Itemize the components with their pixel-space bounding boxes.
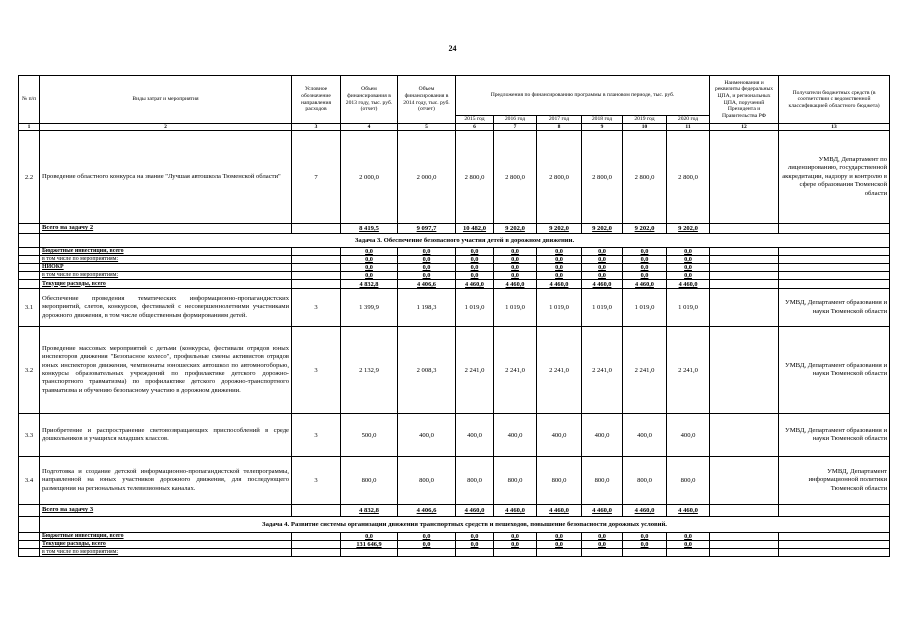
amount-cell — [341, 549, 398, 557]
requisites-cell — [710, 272, 779, 280]
row-index — [19, 264, 40, 272]
requisites-cell — [710, 256, 779, 264]
recipient-cell: УМВД, Департамент образования и науки Тюменской области — [779, 289, 890, 327]
header-types: Виды затрат и мероприятия — [40, 76, 292, 124]
year-cell: 2016 год — [494, 116, 537, 124]
amount-cell: 4 460,0 — [494, 505, 537, 517]
amount-cell: 4 460,0 — [623, 280, 667, 289]
financing-table — [18, 75, 890, 557]
measure-row — [19, 289, 890, 327]
recipient-cell — [779, 224, 890, 234]
column-number: 6 — [456, 124, 494, 131]
row-index — [19, 248, 40, 256]
direction-code — [292, 224, 341, 234]
recipient-cell — [779, 541, 890, 549]
measure-row — [19, 131, 890, 224]
task-heading-row — [19, 517, 890, 533]
amount-cell: 4 460,0 — [494, 280, 537, 289]
amount-cell: 0,0 — [456, 272, 494, 280]
amount-cell: 2 241,0 — [456, 327, 494, 414]
row-index — [19, 533, 40, 541]
direction-code — [292, 248, 341, 256]
amount-cell — [537, 549, 582, 557]
amount-cell: 9 202,0 — [494, 224, 537, 234]
row-index-cell — [19, 517, 40, 533]
amount-cell: 2 800,0 — [537, 131, 582, 224]
year-cell: 2017 год — [537, 116, 582, 124]
recipient-cell: УМВД, Департамент образования и науки Тюменской области — [779, 327, 890, 414]
amount-cell: 2 132,9 — [341, 327, 398, 414]
direction-code: 3 — [292, 289, 341, 327]
column-number: 3 — [292, 124, 341, 131]
amount-cell: 8 419,5 — [341, 224, 398, 234]
year-cell: 2020 год — [667, 116, 710, 124]
row-index — [19, 541, 40, 549]
column-number-row — [19, 124, 890, 131]
amount-cell: 4 460,0 — [667, 280, 710, 289]
amount-cell: 2 241,0 — [667, 327, 710, 414]
task-total-row — [19, 224, 890, 234]
amount-cell: 131 646,9 — [341, 541, 398, 549]
row-label: в том числе по мероприятиям: — [40, 256, 292, 264]
amount-cell: 0,0 — [537, 541, 582, 549]
amount-cell: 0,0 — [341, 272, 398, 280]
measure-row — [19, 327, 890, 414]
recipient-cell — [779, 248, 890, 256]
amount-cell: 800,0 — [623, 457, 667, 505]
amount-cell: 4 460,0 — [582, 280, 623, 289]
amount-cell: 800,0 — [667, 457, 710, 505]
amount-cell: 800,0 — [341, 457, 398, 505]
amount-cell: 4 832,8 — [341, 280, 398, 289]
amount-cell: 0,0 — [582, 264, 623, 272]
amount-cell: 400,0 — [398, 414, 456, 457]
subtotal-row — [19, 256, 890, 264]
amount-cell: 1 019,0 — [582, 289, 623, 327]
amount-cell: 800,0 — [398, 457, 456, 505]
amount-cell: 2 241,0 — [623, 327, 667, 414]
measure-description: Приобретение и распространение световозвращающих приспособлений в среде дошкольников и учащихся младших классов. — [40, 414, 292, 457]
measure-description: Проведение областного конкурса на звание "Лучшая автошкола Тюменской области" — [40, 131, 292, 224]
subtotal-row — [19, 248, 890, 256]
amount-cell: 2 000,0 — [398, 131, 456, 224]
recipient-cell: УМВД, Департамент по лицензированию, государственной аккредитации, надзору и контролю в сфере образования Тюменской области — [779, 131, 890, 224]
amount-cell: 0,0 — [667, 264, 710, 272]
requisites-cell — [710, 457, 779, 505]
amount-cell: 800,0 — [494, 457, 537, 505]
amount-cell: 0,0 — [667, 256, 710, 264]
amount-cell: 0,0 — [456, 533, 494, 541]
row-index: 3.1 — [19, 289, 40, 327]
subtotal-row — [19, 533, 890, 541]
year-cell: 2018 год — [582, 116, 623, 124]
amount-cell — [398, 549, 456, 557]
amount-cell: 4 460,0 — [623, 505, 667, 517]
amount-cell: 0,0 — [456, 248, 494, 256]
requisites-cell — [710, 264, 779, 272]
measure-description: Подготовка и создание детской информационно-пропагандистской телепрограммы, направленной на юных участников дорожного движения, для последующего размещения на региональных телевизионных каналах. — [40, 457, 292, 505]
column-number: 2 — [40, 124, 292, 131]
amount-cell: 0,0 — [582, 248, 623, 256]
row-index: 3.4 — [19, 457, 40, 505]
subtotal-row — [19, 280, 890, 289]
amount-cell: 1 019,0 — [494, 289, 537, 327]
task-heading: Задача 3. Обеспечение безопасного участия детей в дорожном движении. — [40, 234, 890, 248]
recipient-cell: УМВД, Департамент информационной политики Тюменской области — [779, 457, 890, 505]
amount-cell: 2 000,0 — [341, 131, 398, 224]
amount-cell: 0,0 — [494, 248, 537, 256]
requisites-cell — [710, 224, 779, 234]
year-cell: 2019 год — [623, 116, 667, 124]
amount-cell: 2 008,3 — [398, 327, 456, 414]
amount-cell: 0,0 — [456, 256, 494, 264]
amount-cell: 0,0 — [494, 533, 537, 541]
recipient-cell — [779, 549, 890, 557]
amount-cell: 2 800,0 — [667, 131, 710, 224]
recipient-cell — [779, 280, 890, 289]
amount-cell: 0,0 — [623, 264, 667, 272]
amount-cell: 9 202,0 — [537, 224, 582, 234]
amount-cell: 0,0 — [398, 256, 456, 264]
amount-cell: 4 460,0 — [582, 505, 623, 517]
column-number: 5 — [398, 124, 456, 131]
row-index: 3.2 — [19, 327, 40, 414]
header-code: Условное обозначение направления расходов — [292, 76, 341, 124]
amount-cell: 4 406,6 — [398, 505, 456, 517]
row-index — [19, 549, 40, 557]
amount-cell: 0,0 — [623, 256, 667, 264]
amount-cell: 0,0 — [582, 533, 623, 541]
amount-cell: 1 019,0 — [667, 289, 710, 327]
amount-cell: 9 097,7 — [398, 224, 456, 234]
amount-cell: 0,0 — [341, 264, 398, 272]
task-heading-row — [19, 234, 890, 248]
amount-cell: 2 241,0 — [537, 327, 582, 414]
row-label: в том числе по мероприятиям: — [40, 549, 292, 557]
amount-cell: 2 241,0 — [582, 327, 623, 414]
amount-cell: 0,0 — [398, 248, 456, 256]
amount-cell: 0,0 — [537, 264, 582, 272]
row-label: Текущие расходы, всего — [40, 280, 292, 289]
amount-cell: 400,0 — [623, 414, 667, 457]
row-index — [19, 224, 40, 234]
amount-cell: 0,0 — [398, 541, 456, 549]
column-number: 9 — [582, 124, 623, 131]
amount-cell — [456, 549, 494, 557]
recipient-cell — [779, 272, 890, 280]
column-number: 7 — [494, 124, 537, 131]
direction-code — [292, 541, 341, 549]
amount-cell: 0,0 — [623, 272, 667, 280]
amount-cell: 0,0 — [667, 272, 710, 280]
measure-row — [19, 457, 890, 505]
row-label: Всего на задачу 2 — [40, 224, 292, 234]
subtotal-row — [19, 264, 890, 272]
requisites-cell — [710, 533, 779, 541]
amount-cell: 1 019,0 — [623, 289, 667, 327]
recipient-cell: УМВД, Департамент образования и науки Тюменской области — [779, 414, 890, 457]
row-index — [19, 272, 40, 280]
amount-cell: 2 800,0 — [494, 131, 537, 224]
amount-cell — [582, 549, 623, 557]
header-vol2014: Объем финансирования в 2014 году, тыс. руб. (отчет) — [398, 76, 456, 124]
column-number: 13 — [779, 124, 890, 131]
amount-cell: 0,0 — [667, 533, 710, 541]
header-vol2013: Объем финансирования в 2013 году, тыс. руб. (отчет) — [341, 76, 398, 124]
direction-code — [292, 256, 341, 264]
requisites-cell — [710, 414, 779, 457]
direction-code — [292, 280, 341, 289]
amount-cell: 0,0 — [398, 272, 456, 280]
row-index: 3.3 — [19, 414, 40, 457]
amount-cell: 400,0 — [667, 414, 710, 457]
requisites-cell — [710, 327, 779, 414]
amount-cell: 400,0 — [494, 414, 537, 457]
direction-code — [292, 272, 341, 280]
recipient-cell — [779, 533, 890, 541]
requisites-cell — [710, 541, 779, 549]
amount-cell: 2 800,0 — [582, 131, 623, 224]
column-number: 11 — [667, 124, 710, 131]
amount-cell — [494, 549, 537, 557]
amount-cell: 4 406,6 — [398, 280, 456, 289]
amount-cell: 4 460,0 — [667, 505, 710, 517]
direction-code: 3 — [292, 414, 341, 457]
header-plan: Предложения по финансированию программы в плановом периоде, тыс. руб. — [456, 76, 710, 116]
header-requisites: Наименования и реквизиты федеральных ЦПА, и региональных ЦПА, поручений Президента и Правительства РФ — [710, 76, 779, 124]
column-number: 4 — [341, 124, 398, 131]
table-header — [19, 76, 890, 124]
requisites-cell — [710, 549, 779, 557]
recipient-cell — [779, 505, 890, 517]
amount-cell: 0,0 — [582, 256, 623, 264]
amount-cell: 0,0 — [494, 541, 537, 549]
amount-cell: 1 198,3 — [398, 289, 456, 327]
amount-cell: 4 460,0 — [537, 280, 582, 289]
measure-row — [19, 414, 890, 457]
amount-cell — [623, 549, 667, 557]
column-number: 8 — [537, 124, 582, 131]
direction-code: 3 — [292, 327, 341, 414]
amount-cell: 0,0 — [398, 533, 456, 541]
amount-cell: 500,0 — [341, 414, 398, 457]
amount-cell: 400,0 — [456, 414, 494, 457]
requisites-cell — [710, 280, 779, 289]
amount-cell: 0,0 — [667, 248, 710, 256]
amount-cell: 10 482,0 — [456, 224, 494, 234]
amount-cell: 9 202,0 — [667, 224, 710, 234]
task-heading: Задача 4. Развитие системы организации движения транспортных средств и пешеходов, повышение безопасности дорожных условий. — [40, 517, 890, 533]
column-number: 12 — [710, 124, 779, 131]
direction-code: 3 — [292, 457, 341, 505]
amount-cell: 4 460,0 — [456, 280, 494, 289]
subtotal-row — [19, 272, 890, 280]
amount-cell: 0,0 — [341, 248, 398, 256]
requisites-cell — [710, 131, 779, 224]
column-number: 1 — [19, 124, 40, 131]
amount-cell: 4 460,0 — [456, 505, 494, 517]
amount-cell — [667, 549, 710, 557]
amount-cell: 0,0 — [582, 272, 623, 280]
measure-description: Проведение массовых мероприятий с детьми (конкурсы, фестивали отрядов юных инспекторов движения "Безопасное колесо", профильные смены активистов отрядов юных инспекторов движения, чемпионаты юношеских автошкол по автомногоборью, конкурсы образовательных учреждений по профилактике детского дорожно-транспортного травматизма) по профилактике детского дорожно-транспортного травматизма и обучению безопасному участию в дорожном движении. — [40, 327, 292, 414]
amount-cell: 0,0 — [456, 264, 494, 272]
measure-description: Обеспечение проведения тематических информационно-пропагандистских мероприятий, слетов, конкурсов, фестивалей с несовершеннолетними участниками дорожного движения, в том числе общественным формированиям детей. — [40, 289, 292, 327]
direction-code: 7 — [292, 131, 341, 224]
amount-cell: 800,0 — [537, 457, 582, 505]
amount-cell: 0,0 — [537, 256, 582, 264]
amount-cell: 2 800,0 — [456, 131, 494, 224]
amount-cell: 4 832,8 — [341, 505, 398, 517]
direction-code — [292, 533, 341, 541]
amount-cell: 0,0 — [494, 256, 537, 264]
amount-cell: 0,0 — [582, 541, 623, 549]
row-label: в том числе по мероприятиям: — [40, 272, 292, 280]
requisites-cell — [710, 248, 779, 256]
amount-cell: 0,0 — [667, 541, 710, 549]
amount-cell: 4 460,0 — [537, 505, 582, 517]
amount-cell: 0,0 — [398, 264, 456, 272]
direction-code — [292, 549, 341, 557]
row-index: 2.2 — [19, 131, 40, 224]
amount-cell: 0,0 — [623, 533, 667, 541]
amount-cell: 9 202,0 — [623, 224, 667, 234]
amount-cell: 2 241,0 — [494, 327, 537, 414]
amount-cell: 0,0 — [494, 264, 537, 272]
amount-cell: 0,0 — [623, 248, 667, 256]
row-label: НИОКР — [40, 264, 292, 272]
row-label: Всего на задачу 3 — [40, 505, 292, 517]
amount-cell: 800,0 — [582, 457, 623, 505]
task-total-row — [19, 505, 890, 517]
amount-cell: 0,0 — [341, 256, 398, 264]
row-index — [19, 505, 40, 517]
subtotal-row — [19, 549, 890, 557]
recipient-cell — [779, 256, 890, 264]
amount-cell: 0,0 — [494, 272, 537, 280]
header-recipient: Получатели бюджетных средств (в соответствии с ведомственной классификацией областного бюджета) — [779, 76, 890, 124]
subtotal-row — [19, 541, 890, 549]
amount-cell: 9 202,0 — [582, 224, 623, 234]
row-label: Бюджетные инвестиции, всего — [40, 533, 292, 541]
amount-cell: 0,0 — [623, 541, 667, 549]
amount-cell: 0,0 — [537, 248, 582, 256]
amount-cell: 400,0 — [537, 414, 582, 457]
row-label: Текущие расходы, всего — [40, 541, 292, 549]
amount-cell: 0,0 — [456, 541, 494, 549]
row-index — [19, 280, 40, 289]
row-index — [19, 256, 40, 264]
column-number: 10 — [623, 124, 667, 131]
row-index-cell — [19, 234, 40, 248]
year-cell: 2015 год — [456, 116, 494, 124]
direction-code — [292, 264, 341, 272]
amount-cell: 800,0 — [456, 457, 494, 505]
amount-cell: 400,0 — [582, 414, 623, 457]
amount-cell: 1 019,0 — [456, 289, 494, 327]
requisites-cell — [710, 289, 779, 327]
requisites-cell — [710, 505, 779, 517]
table-body — [19, 124, 890, 557]
amount-cell: 2 800,0 — [623, 131, 667, 224]
amount-cell: 1 019,0 — [537, 289, 582, 327]
amount-cell: 0,0 — [341, 533, 398, 541]
recipient-cell — [779, 264, 890, 272]
row-label: Бюджетные инвестиции, всего — [40, 248, 292, 256]
page-number: 24 — [448, 44, 457, 53]
amount-cell: 1 399,9 — [341, 289, 398, 327]
direction-code — [292, 505, 341, 517]
amount-cell: 0,0 — [537, 272, 582, 280]
amount-cell: 0,0 — [537, 533, 582, 541]
header-no: № п/п — [19, 76, 40, 124]
